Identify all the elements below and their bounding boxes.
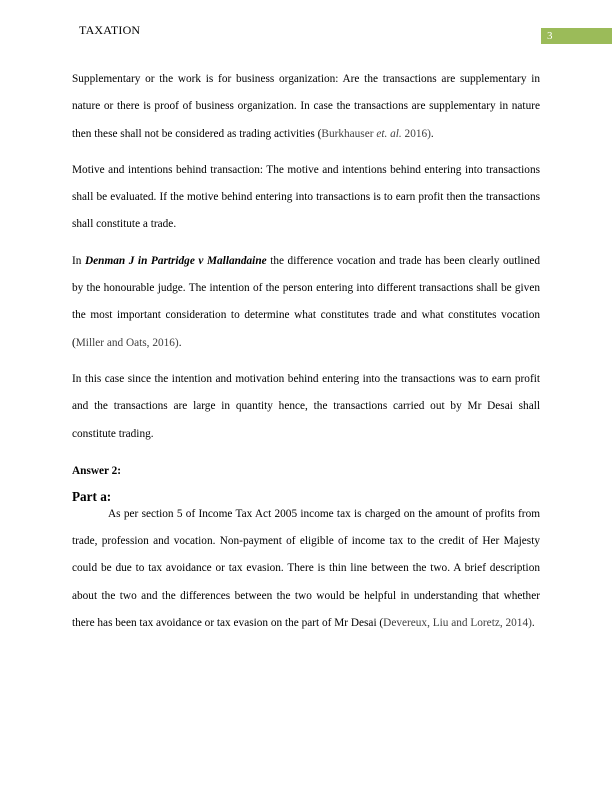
- citation-devereux: Devereux, Liu and Loretz, 2014): [383, 617, 532, 630]
- running-header-title: TAXATION: [79, 23, 141, 37]
- document-body: [72, 66, 540, 646]
- answer-2-heading: Answer 2:: [72, 464, 122, 477]
- paragraph-text: Supplementary or the work is for business organization: Are the transactions are supplementary in nature or there is proof of business organization. In case the transactions are supplementary in nature then these shall not be considered as trading activities (: [72, 73, 540, 140]
- citation-burkhauser: Burkhauser et. al. 2016): [321, 127, 431, 140]
- paragraph-conclusion: In this case since the intention and motivation behind entering into the transactions was to earn profit and the transactions are large in quantity hence, the transactions carried out by Mr Desai shall constitute trading.: [72, 372, 540, 440]
- part-a-heading: Part a:: [72, 488, 112, 504]
- paragraph-motive: Motive and intentions behind transaction: The motive and intentions behind entering into transactions shall be evaluated. If the motive behind entering into transactions is to earn profit then the transactions shall constitute a trade.: [72, 163, 540, 231]
- case-name: Denman J in Partridge v Mallandaine: [84, 254, 267, 267]
- citation-miller-oats: Miller and Oats, 2016): [75, 336, 179, 349]
- paragraph-case-law: In Denman J in Partridge v Mallandaine the difference vocation and trade has been clearly outlined by the honourable judge. The intention of the person entering into different transactions shall be given the most important consideration to determine what constitutes trade and what constitutes vocation (Miller and Oats, 2016).: [72, 254, 540, 349]
- page-number-badge: 3: [541, 28, 612, 44]
- paragraph-supplementary: Supplementary or the work is for business organization: Are the transactions are supplementary in nature or there is proof of business organization. In case the transactions are supplementary in nature then these shall not be considered as trading activities (Burkhauser et. al. 2016).: [72, 73, 540, 140]
- paragraph-income-tax: As per section 5 of Income Tax Act 2005 income tax is charged on the amount of profits from trade, profession and vocation. Non-payment of eligible of income tax to the credit of Her Majesty could be due to tax avoidance or tax evasion. There is thin line between the two. A brief description about the two and the differences between the two would be helpful in understanding that whether there has been tax avoidance or tax evasion on the part of Mr Desai (Devereux, Liu and Loretz, 2014).: [72, 507, 540, 630]
